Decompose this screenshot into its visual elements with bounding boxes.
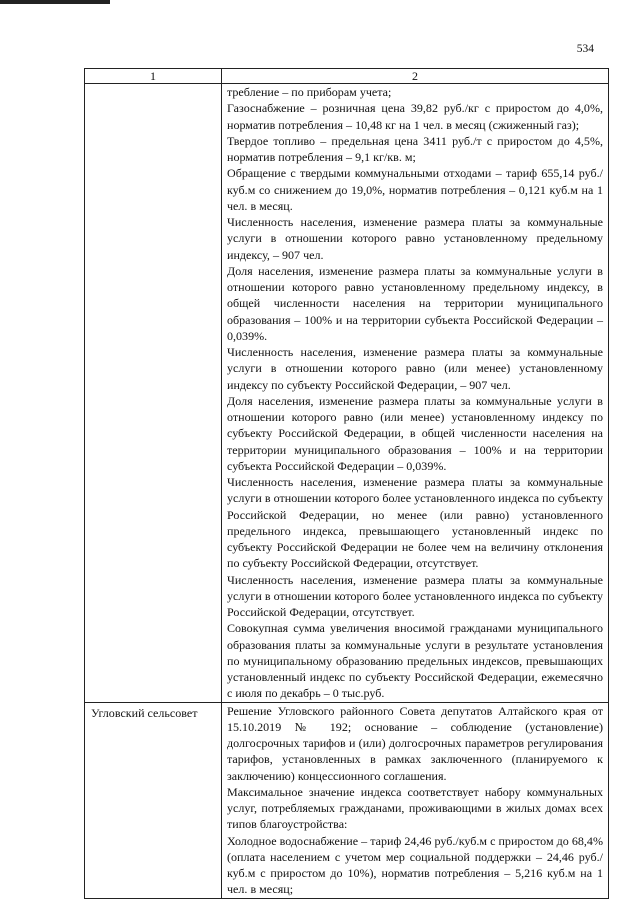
paragraph: Численность населения, изменение размера платы за коммунальные услуги в отношении которого равно установленному предельному индексу, – 907 чел. xyxy=(227,215,603,262)
description-cell xyxy=(222,702,609,898)
paragraph: требление – по приборам учета; xyxy=(227,85,392,99)
column-header-1: 1 xyxy=(85,69,222,84)
table-row xyxy=(85,702,609,898)
tariff-table xyxy=(84,68,609,899)
municipality-cell xyxy=(85,84,222,703)
paragraph: Холодное водоснабжение – тариф 24,46 руб./куб.м с приростом до 68,4% (оплата населением с учетом мер социальной поддержки – 24,46 руб./куб.м с приростом до 10%), норматив потребления – 5,216 куб.м на 1 чел. в месяц; xyxy=(227,833,603,897)
description-cell xyxy=(222,84,609,703)
paragraph: Численность населения, изменение размера платы за коммунальные услуги в отношении которого более установленного индекса по субъекту Российской Федерации, отсутствует. xyxy=(227,572,603,619)
paragraph: Численность населения, изменение размера платы за коммунальные услуги в отношении которого равно (или менее) установленному индексу по субъекту Российской Федерации, – 907 чел. xyxy=(227,345,603,392)
paragraph: Совокупная сумма увеличения вносимой гражданами муниципального образования платы за коммунальные услуги в результате установления по муниципальному образованию предельных индексов, превышающих установленный индекс по субъекту Российской Федерации, ежемесячно с июля по декабрь – 0 тыс.руб. xyxy=(227,621,603,701)
paragraph: Обращение с твердыми коммунальными отходами – тариф 655,14 руб./куб.м со снижением до 19,0%, норматив потребления – 0,121 куб.м на 1 чел. в месяц. xyxy=(227,166,603,213)
municipality-name: Угловский сельсовет xyxy=(91,705,198,720)
municipality-name xyxy=(85,84,221,86)
paragraph: Твердое топливо – предельная цена 3411 руб./т с приростом до 4,5%, норматив потребления – 9,1 кг/кв. м; xyxy=(227,133,603,164)
paragraph: Доля населения, изменение размера платы за коммунальные услуги в отношении которого равно установленному предельному индексу, в общей численности населения на территории муниципального образования – 100% и на территории субъекта Российской Федерации – 0,039%. xyxy=(227,263,603,343)
paragraph: Решение Угловского районного Совета депутатов Алтайского края от 15.10.2019 № 192; основание – соблюдение (установление) долгосрочных тарифов и (или) долгосрочных параметров регулирования тарифов, установленных в рамках заключенного (планируемого к заключению) концессионного соглашения. xyxy=(227,703,603,783)
column-header-2: 2 xyxy=(222,69,609,84)
paragraph: Доля населения, изменение размера платы за коммунальные услуги в отношении которого равно (или менее) установленному индексу по субъекту Российской Федерации, в общей численности населения на территории муниципального образования – 100% и на территории субъекта Российской Федерации – 0,039%. xyxy=(227,393,603,473)
paragraph: Газоснабжение – розничная цена 39,82 руб./кг с приростом до 4,0%, норматив потребления – 10,48 кг на 1 чел. в месяц (сжиженный газ); xyxy=(227,101,603,132)
table-row xyxy=(85,84,609,703)
table-header-row xyxy=(85,69,609,84)
scan-edge-mark xyxy=(0,0,110,4)
page-number: 534 xyxy=(576,43,594,55)
paragraph: Численность населения, изменение размера платы за коммунальные услуги в отношении которого более установленного индекса по субъекту Российской Федерации, но менее (или равно) установленного предельного индекса, превышающего установленный индекс по субъекту Российской Федерации не более чем на величину отклонения по субъекту Российской Федерации, отсутствует. xyxy=(227,475,603,571)
paragraph: Максимальное значение индекса соответствует набору коммунальных услуг, потребляемых гражданами, проживающими в жилых домах всех типов благоустройства: xyxy=(227,784,603,832)
municipality-cell xyxy=(85,702,222,898)
